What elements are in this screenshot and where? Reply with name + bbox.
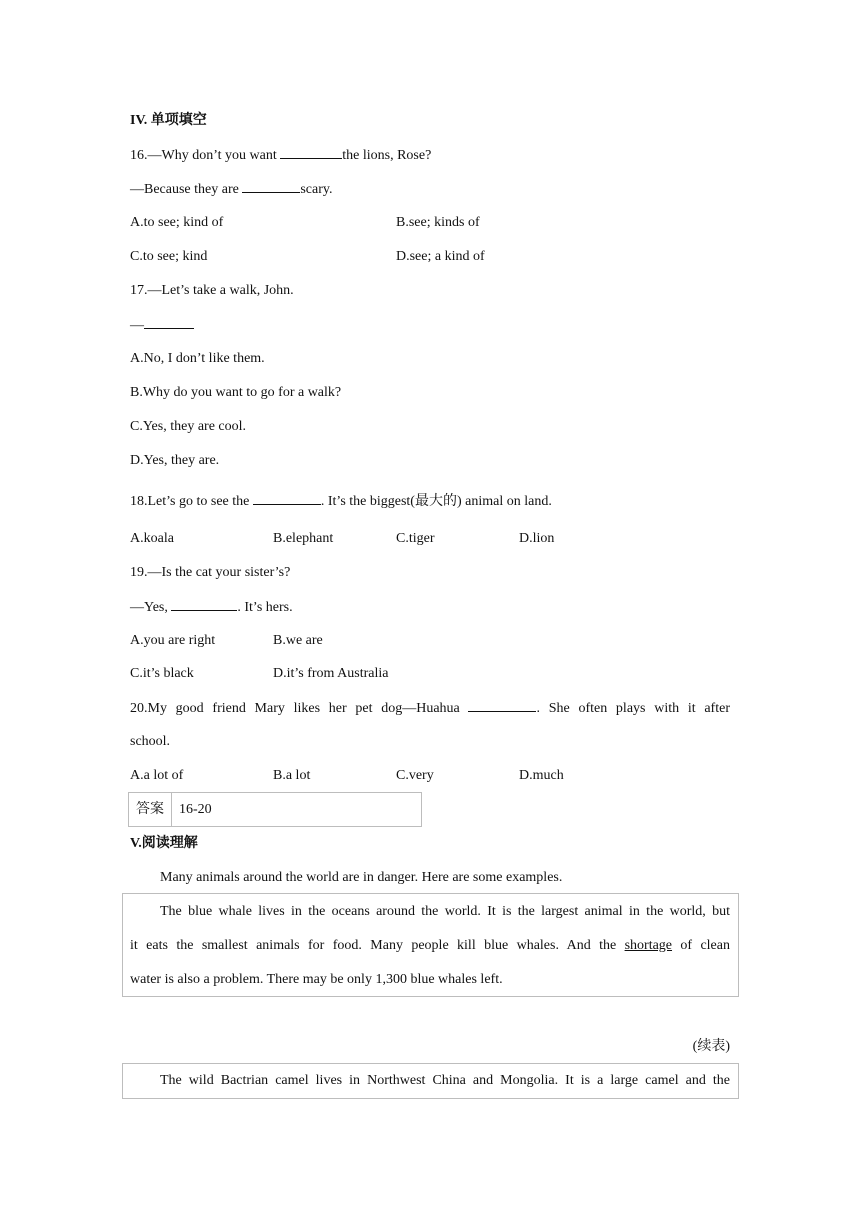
option-19-d: D.it’s from Australia [273, 666, 389, 681]
reading-intro: Many animals around the world are in danger. Here are some examples. [160, 870, 563, 885]
option-16-b: B.see; kinds of [396, 215, 480, 230]
passage-2-line-1: The wild Bactrian camel lives in Northwest China and Mongolia. It is a large camel and the [160, 1073, 730, 1088]
question-16-line2-part2: scary. [300, 182, 333, 197]
answer-blank [171, 598, 237, 611]
option-16-c: C.to see; kind [130, 249, 208, 264]
question-17-stem: 17.—Let’s take a walk, John. [130, 283, 294, 298]
passage-1-line-2-part1: it eats the smallest animals for food. Many people kill blue whales. And the [130, 938, 625, 953]
option-16-d: D.see; a kind of [396, 249, 485, 264]
answer-label: 答案 [136, 802, 164, 817]
question-17-reply [130, 316, 194, 335]
question-19-reply-part2: . It’s hers. [237, 600, 293, 615]
question-16-line2-part1: —Because they are [130, 182, 243, 197]
option-17-b: B.Why do you want to go for a walk? [130, 385, 342, 400]
question-16-line2 [130, 180, 332, 199]
option-18-d: D.lion [519, 531, 555, 546]
option-20-c: C.very [396, 768, 434, 783]
section-title-iv: IV. 单项填空 [130, 113, 207, 128]
question-20-stem-part1: 20.My good friend Mary likes her pet dog—Huahua [130, 701, 469, 716]
question-20-stem [130, 699, 730, 718]
passage-1-line-3: water is also a problem. There may be only 1,300 blue whales left. [130, 972, 503, 987]
question-16-stem-part2: the lions, Rose? [342, 148, 432, 163]
answer-blank [280, 146, 342, 159]
answer-blank [468, 699, 536, 712]
option-18-c: C.tiger [396, 531, 435, 546]
option-17-d: D.Yes, they are. [130, 453, 220, 468]
question-16-stem [130, 146, 431, 165]
question-19-reply [130, 598, 293, 617]
question-17-reply-dash: — [130, 318, 144, 333]
question-18-stem-part1: 18.Let’s go to see the [130, 494, 253, 509]
question-19-reply-part1: —Yes, [130, 600, 172, 615]
option-17-c: C.Yes, they are cool. [130, 419, 247, 434]
option-20-a: A.a lot of [130, 768, 184, 783]
answer-blank [253, 492, 321, 505]
option-19-b: B.we are [273, 633, 323, 648]
question-19-stem: 19.—Is the cat your sister’s? [130, 565, 291, 580]
passage-1-line-1: The blue whale lives in the oceans around the world. It is the largest animal in the world, but [160, 904, 730, 919]
option-20-d: D.much [519, 768, 564, 783]
underlined-word: shortage [624, 938, 673, 953]
option-17-a: A.No, I don’t like them. [130, 351, 265, 366]
answer-range: 16-20 [179, 802, 212, 817]
question-18-stem-part2: . It’s the biggest(最大的) animal on land. [320, 494, 552, 509]
question-20-stem-cont: school. [130, 734, 171, 749]
option-20-b: B.a lot [273, 768, 311, 783]
answer-blank [144, 316, 194, 329]
question-18-stem [130, 492, 552, 511]
option-19-a: A.you are right [130, 633, 216, 648]
option-18-b: B.elephant [273, 531, 334, 546]
passage-1-line-2 [130, 937, 730, 955]
continued-label: (续表) [692, 1039, 730, 1054]
option-18-a: A.koala [130, 531, 174, 546]
section-title-v: V.阅读理解 [130, 836, 198, 851]
option-19-c: C.it’s black [130, 666, 194, 681]
answer-blank [242, 180, 300, 193]
option-16-a: A.to see; kind of [130, 215, 224, 230]
question-20-stem-part2: . She often plays with it after [536, 701, 730, 716]
question-16-stem-part1: 16.—Why don’t you want [130, 148, 281, 163]
passage-1-line-2-part2: of clean [672, 938, 730, 953]
answer-table [128, 792, 422, 827]
